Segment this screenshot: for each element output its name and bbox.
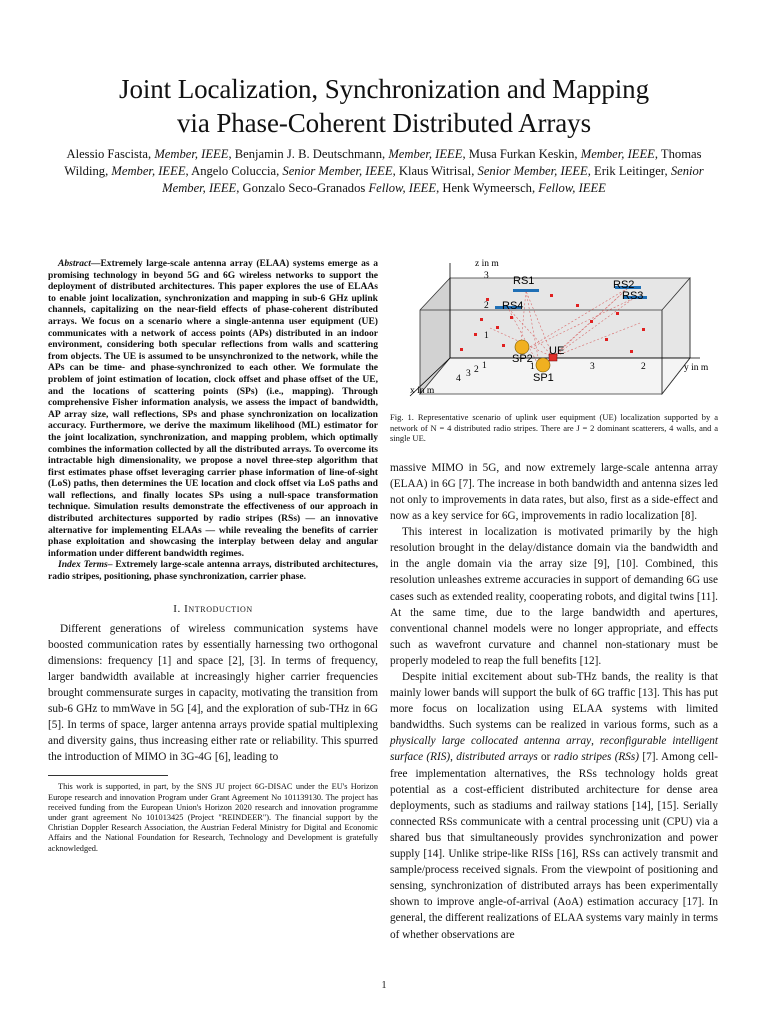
z-axis-label: z in m — [475, 259, 499, 269]
x-tick: 3 — [466, 369, 471, 379]
author-name: , Klaus Witrisal, — [392, 164, 475, 178]
author-name: , Benjamin J. B. Deutschmann, — [228, 147, 386, 161]
y-tick: 2 — [641, 362, 646, 372]
emphasis-run: physically large collocated antenna array — [390, 735, 592, 748]
back-wall — [450, 278, 690, 358]
author-membership: Fellow, IEEE — [368, 181, 437, 195]
intro-paragraph: Different generations of wireless communication systems have boosted communication rates by essentially harnessing two orthogonal dimensions: frequency [1] and space [2], [3]. In terms of frequency, larger bandwidth available at increasingly higher carrier frequencies brought commensurate surges in capacity, motivating the transition from sub-6 GHz to mmWave in 5G [4], and the exploration of sub-THz in 6G [5]. In terms of space, larger antenna arrays provide spatial multiplexing and diversity gains, thus increasing either rate or reliability. This spurred the introduction of MIMO in 3G-4G [6], leading to — [48, 622, 378, 764]
abstract — [48, 258, 378, 583]
sp1-label: SP1 — [533, 372, 554, 384]
introduction-body — [48, 621, 378, 766]
footnote-divider — [48, 775, 168, 776]
reflection-point — [460, 348, 463, 351]
reflection-point — [550, 294, 553, 297]
author-membership: Senior Member, IEEE — [162, 164, 704, 195]
scenario-diagram — [390, 258, 718, 408]
author-name: Alessio Fascista, — [66, 147, 152, 161]
continued-paragraph: massive MIMO in 5G, and now extremely large-scale antenna array (ELAA) in 6G [7]. The increase in both bandwidth and antenna sizes led not only to improvements in data rates, but also, first as a side-effect and now as a key service for 6G, improvements in radio localization [8]. — [390, 461, 718, 523]
reflection-point — [590, 320, 593, 323]
reflection-point — [642, 328, 645, 331]
author-name: , Musa Furkan Keskin, — [462, 147, 578, 161]
rs1-label: RS1 — [513, 275, 535, 287]
z-tick: 2 — [484, 301, 489, 311]
author-name: , Henk Wymeersch, — [436, 181, 536, 195]
text-run: , — [591, 735, 600, 748]
figure-1-caption: Fig. 1. Representative scenario of uplink user equipment (UE) localization supported by a network of N = 4 distributed radio stripes. There are J = 2 dominant scatterers, 4 walls, and a single UE. — [390, 412, 718, 444]
abstract-text: —Extremely large-scale antenna array (ELAA) systems emerge as a promising technology in beyond 5G and 6G wireless networks to support the deployment of distributed architectures. This paper explores the use of ELAAs to enable joint localization, synchronization and mapping in sub-6 GHz uplink channels, capitalizing on the near-field effects of phase-coherent distributed arrays. We focus on a scenario where a single-antenna user equipment (UE) communicates with a network of access points (APs) distributed in an indoor environment, considering both specular reflections from walls and scattering from objects. The UE is assumed to be unsynchronized to the network, while the APs can be time- and phase-synchronized to each other. We formulate the problem of joint estimation of location, clock offset and phase offset of the UE, and the locations of scattering points (SPs) (i.e., mapping). Through comprehensive Fisher information analysis, we assess the impact of bandwidth, AP array size, wall reflections, SPs and phase synchronization on localization accuracy. Furthermore, we derive the maximum likelihood (ML) estimator for the joint localization, synchronization, and mapping problem, which optimally combines the information collected by all the distributed arrays. To overcome its intractable high dimensionality, we propose a novel three-step algorithm that first estimates phase offset leveraging carrier phase information of line-of-sight (LoS) paths, then determines the UE location and clock offset via LoS paths and wall reflections, and finally locates SPs using a null-space transformation technique. Simulation results demonstrate the effectiveness of our approach in distributed architectures supported by radio stripes (RSs) — an innovative alternative for implementing ELAAs — while revealing the benefits of carrier phase exploitation and showcasing the interplay between delay and angular information under different bandwidth regimes. — [48, 258, 378, 559]
index-terms-text: – Extremely large-scale antenna arrays, distributed architectures, radio stripes, positioning, phase synchronization, carrier phase. — [48, 559, 378, 583]
x-tick: 1 — [482, 361, 487, 371]
emphasis-run: distributed arrays — [456, 751, 538, 764]
reflection-point — [480, 318, 483, 321]
index-terms-label: Index Terms — [58, 559, 108, 571]
right-column — [390, 258, 718, 943]
ue-label: UE — [549, 345, 565, 357]
author-membership: Member, IEEE — [580, 147, 655, 161]
rs4-label: RS4 — [502, 300, 524, 312]
title-line-2: via Phase-Coherent Distributed Arrays — [177, 108, 591, 138]
paragraph-elaa-systems — [390, 669, 718, 943]
reflection-point — [502, 344, 505, 347]
author-name: , Erik Leitinger, — [587, 164, 668, 178]
rs2-label: RS2 — [613, 279, 635, 291]
y-tick: 1 — [530, 362, 535, 372]
reflection-point — [616, 312, 619, 315]
text-run: or — [537, 751, 554, 764]
reflection-point — [576, 304, 579, 307]
z-tick: 3 — [484, 271, 489, 281]
right-column-body — [390, 460, 718, 943]
author-name: , Angelo Coluccia, — [185, 164, 280, 178]
text-run: , — [450, 751, 457, 764]
rs3-label: RS3 — [622, 290, 644, 302]
reflection-point — [486, 298, 489, 301]
reflection-point — [510, 316, 513, 319]
scattering-point-2 — [515, 340, 529, 354]
paper-title — [40, 72, 728, 140]
scattering-point-1 — [536, 358, 550, 372]
page-number: 1 — [381, 980, 387, 991]
x-tick: 4 — [456, 374, 461, 384]
reflection-point — [474, 333, 477, 336]
left-column — [48, 258, 378, 854]
text-run: [7]. Among cell-free implementation alternatives, the RSs technology holds great potential as a cost-efficient distributed architecture for dense area deployments, such as stadiums and railway stations [14], [15]. Serially connected RSs communicate with a central processing unit (CPU) via a shared bus that simultaneously provides synchronization and power supply [14]. Unlike stripe-like RISs [16], RSs can actively transmit and sample/process received signals. From the viewpoint of positioning and sensing, synchronization of distributed arrays has been experimentally shown to improve angle-of-arrival (AoA) estimation accuracy [17]. In general, the different realizations of ELAA systems vary mainly in terms of whether observations are — [390, 751, 719, 941]
author-name: , Gonzalo Seco-Granados — [236, 181, 366, 195]
emphasis-run: radio stripes (RSs) — [553, 751, 640, 764]
reflection-point — [605, 338, 608, 341]
text-run: Despite initial excitement about sub-THz bands, the reality is that mainly lower bands will support the bulk of 6G traffic [13]. This has put more focus on localization using ELAA systems with limited bandwidths. Such systems can be realized in various forms, such as a — [390, 671, 718, 732]
reflection-point — [496, 326, 499, 329]
author-membership: Member, IEEE — [154, 147, 229, 161]
author-membership: Member, IEEE — [388, 147, 463, 161]
x-tick: 2 — [474, 365, 479, 375]
radio-stripe-1 — [513, 289, 539, 292]
abstract-label: Abstract — [58, 258, 91, 269]
title-line-1: Joint Localization, Synchronization and Mapping — [119, 74, 649, 104]
figure-1 — [390, 258, 718, 408]
funding-footnote: This work is supported, in part, by the SNS JU project 6G-DISAC under the EU's Horizon Europe research and innovation Program under Grant Agreement No 101139130. The project has received funding from the European Union's Horizon 2020 research and innovation programme under grant agreement No 101013425 (Project "REINDEER"). The financial support by the Christian Doppler Research Association, the Austrian Federal Ministry for Digital and Economic Affairs and the National Foundation for Research, Technology and Development is gratefully acknowledged. — [48, 782, 378, 853]
emphasis-run: reconfigurable intelligent surface (RIS) — [390, 735, 718, 764]
x-axis-label: x in m — [410, 386, 435, 396]
author-membership: Member, IEEE — [111, 164, 186, 178]
paragraph-localization-interest: This interest in localization is motivated primarily by the high resolution brought in the delay/distance domain via the bandwidth and in the angle domain via the array size [9], [10]. Combined, this resolution unleashes extreme accuracies in support of demanding 6G use cases such as extended reality, cooperating robots, and digital twins [11]. At the same time, due to the large bandwidth and apertures, conventional channel models were no longer appropriate, and effects such as wavefront curvature and channel non-stationary must be properly modeled to reap the full benefits [12]. — [390, 526, 718, 667]
y-axis-label: y in m — [684, 363, 709, 373]
author-list — [60, 146, 708, 197]
sp2-label: SP2 — [512, 353, 533, 365]
author-name: , Thomas Wilding, — [64, 147, 702, 178]
section-heading-introduction: I. Introduction — [173, 602, 253, 615]
z-tick: 1 — [484, 331, 489, 341]
author-membership: Fellow, IEEE — [538, 181, 606, 195]
reflection-point — [630, 350, 633, 353]
y-tick: 3 — [590, 362, 595, 372]
author-membership: Senior Member, IEEE — [282, 164, 393, 178]
author-membership: Senior Member, IEEE — [477, 164, 588, 178]
